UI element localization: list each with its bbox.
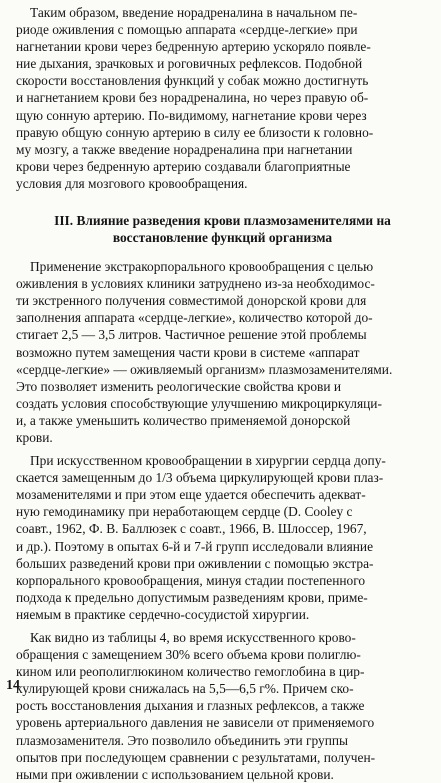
text-line: риоде оживления с помощью аппарата «сердце-легкие» при — [16, 22, 358, 38]
text-line: При искусственном кровообращении в хирургии сердца допу- — [30, 453, 386, 469]
text-line: мозаменителями и при этом еще удается обеспечить адекват- — [16, 487, 366, 503]
text-line: заполнения аппарата «сердце-легкие», количество которой до- — [16, 310, 373, 326]
text-line: соавт., 1962, Ф. В. Баллюзек с соавт., 1966, В. Шлоссер, 1967, — [16, 521, 367, 537]
text-line: уровень артериального давления не зависели от применяемого — [16, 715, 375, 731]
text-line: скается замещенным до 1/3 объема циркулирующей крови плаз- — [16, 470, 384, 486]
text-line: и, а также уменьшить количество применяемой донорской — [16, 412, 351, 428]
section-heading-line: III. Влияние разведения крови плазмозаменителями на — [54, 213, 391, 229]
text-line: стигает 2,5 — 3,5 литров. Частичное решение этой проблемы — [16, 327, 367, 343]
text-line: няемым в практике сердечно-сосудистой хирургии. — [16, 606, 310, 622]
text-line: обращения с замещением 30% всего объема крови полиглю- — [16, 647, 361, 663]
text-line: ную гемодинамику при неработающем сердце (D. Cooley с — [16, 504, 353, 520]
text-line: ными при оживлении с использованием цельной крови. — [16, 766, 334, 782]
text-line: рость восстановления дыхания и глазных рефлексов, а также — [16, 698, 365, 714]
text-line: щую сонную артерию. По-видимому, нагнетание крови через — [16, 107, 367, 123]
text-line: Как видно из таблицы 4, во время искусственного крово- — [30, 630, 356, 645]
text-line: ние дыхания, зрачковых и роговичных рефлексов. Подобной — [16, 56, 363, 72]
text-line: Это позволяет изменить реологические свойства крови и — [16, 378, 342, 394]
text-line: кулирующей крови снижалась на 5,5—6,5 г%. Причем ско- — [16, 681, 354, 697]
intro-paragraph — [16, 4, 429, 192]
text-line: условия для мозгового кровообращения. — [16, 175, 248, 191]
text-line: скорости восстановления функций у собак можно достигнуть — [16, 73, 369, 89]
text-line: корпорального кровообращения, минуя стадии постепенного — [16, 572, 366, 588]
text-line: му мозгу, а также введение норадреналина при нагнетании — [16, 141, 353, 157]
text-line: подхода к предельно допустимым разведениям крови, приме- — [16, 589, 368, 605]
page-number: 14 — [6, 678, 20, 693]
text-line: нагнетании крови через бедренную артерию ускоряло появле- — [16, 39, 371, 55]
text-line: ти экстренного получения совместимой донорской крови для — [16, 293, 367, 309]
text-line: возможно путем замещения части крови в системе «аппарат — [16, 344, 360, 360]
text-line: больших разведений крови при оживлении с помощью экстра- — [16, 555, 374, 571]
text-line: опытов при последующем сравнении с результатами, получен- — [16, 749, 376, 765]
text-line: и нагнетанием крови без норадреналина, но через правую об- — [16, 90, 369, 106]
text-line: кином или реополиглюкином количество гемоглобина в цир- — [16, 664, 365, 680]
text-line: и др.). Поэтому в опытах 6-й и 7-й групп исследовали влияние — [16, 538, 374, 554]
text-line: создать условия способствующие улучшению микроциркуляци- — [16, 395, 382, 411]
text-line: Таким образом, введение норадреналина в начальном пе- — [30, 5, 358, 20]
text-line: правую общую сонную артерию в силу ее близости к головно- — [16, 124, 374, 140]
text-line: крови через бедренную артерию создавали благоприятные — [16, 158, 351, 174]
body-paragraph — [16, 629, 429, 783]
section-heading-line: восстановление функций организма — [112, 230, 333, 246]
text-line: Применение экстракорпорального кровообращения с целью — [30, 259, 374, 275]
text-line: оживления в условиях клиники затруднено из-за необходимос- — [16, 276, 375, 292]
text-line: крови. — [16, 429, 53, 445]
text-line: «сердце-легкие» — оживляемый организм» плазмозаменителями. — [16, 361, 393, 377]
section-heading — [16, 212, 429, 246]
text-line: плазмозаменителя. Это позволило объединить эти группы — [16, 732, 349, 748]
body-paragraph — [16, 258, 429, 446]
body-paragraph — [16, 452, 429, 623]
